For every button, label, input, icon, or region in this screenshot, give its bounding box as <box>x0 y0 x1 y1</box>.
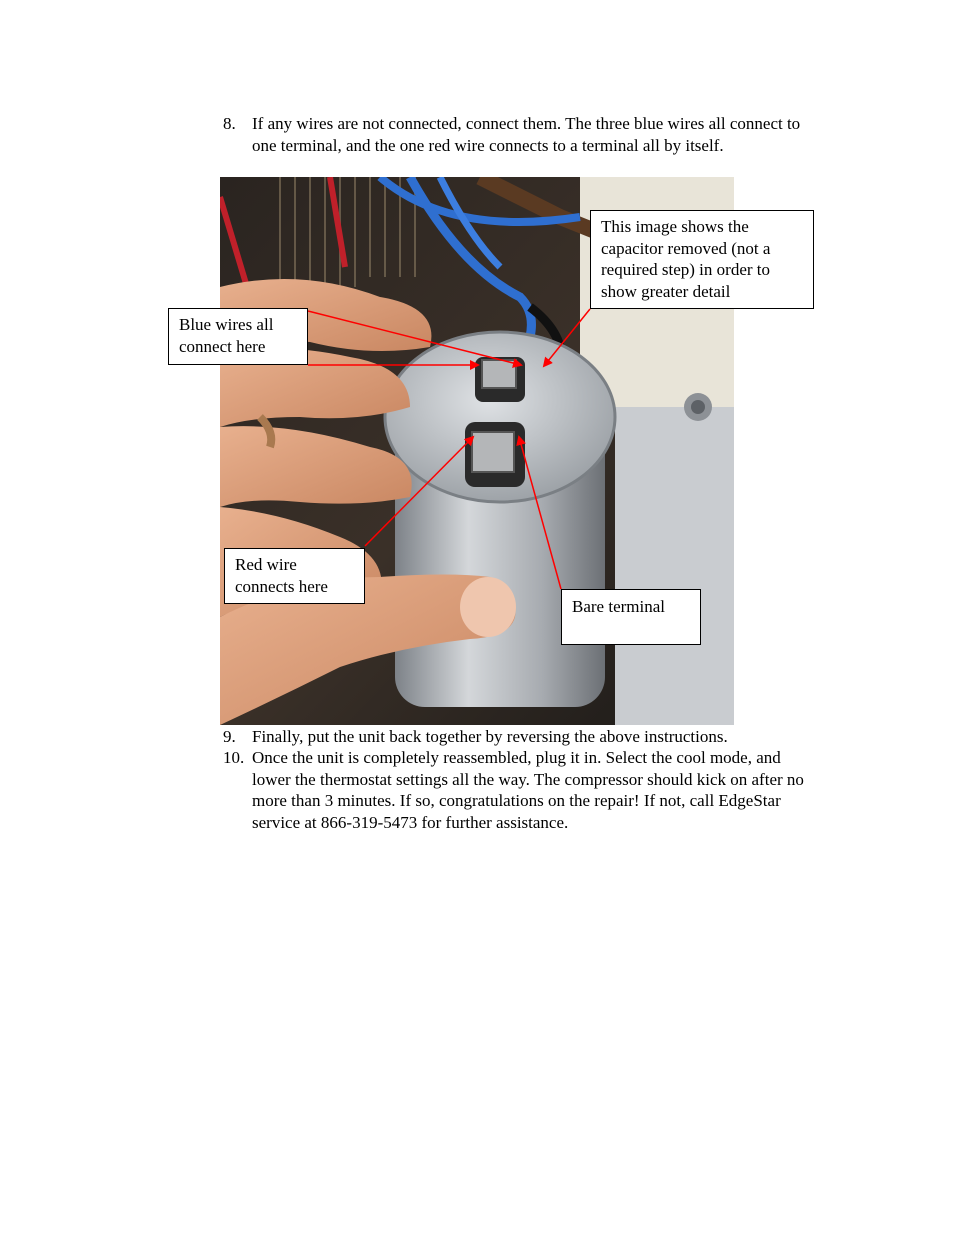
step-8-text: If any wires are not connected, connect them. The three blue wires all connect to one terminal, and the one red wire connects to a terminal all by itself. <box>252 114 801 155</box>
step-9 <box>223 726 823 748</box>
step-10 <box>223 747 823 833</box>
callout-bare-terminal-text: Bare terminal <box>572 597 665 616</box>
callout-capacitor-removed-text: This image shows the capacitor removed (not a required step) in order to show greater detail <box>601 217 771 301</box>
step-10-number: 10. <box>223 748 245 767</box>
callout-red-wire <box>224 548 365 604</box>
step-8-number: 8. <box>223 114 236 133</box>
callout-blue-wires-text: Blue wires all connect here <box>179 315 274 356</box>
step-9-number: 9. <box>223 727 236 746</box>
callout-bare-terminal <box>561 589 701 645</box>
callout-capacitor-removed <box>590 210 814 309</box>
callout-blue-wires <box>168 308 308 365</box>
callout-red-wire-text: Red wire connects here <box>235 555 328 596</box>
step-10-text: Once the unit is completely reassembled, plug it in. Select the cool mode, and lower the thermostat settings all the way. The compressor should kick on after no more than 3 minutes. If so, congratulations on the repair! If not, call EdgeStar service at 866-319-5473 for further assistance. <box>252 748 804 832</box>
step-8 <box>223 113 823 156</box>
step-9-text: Finally, put the unit back together by reversing the above instructions. <box>252 727 728 746</box>
